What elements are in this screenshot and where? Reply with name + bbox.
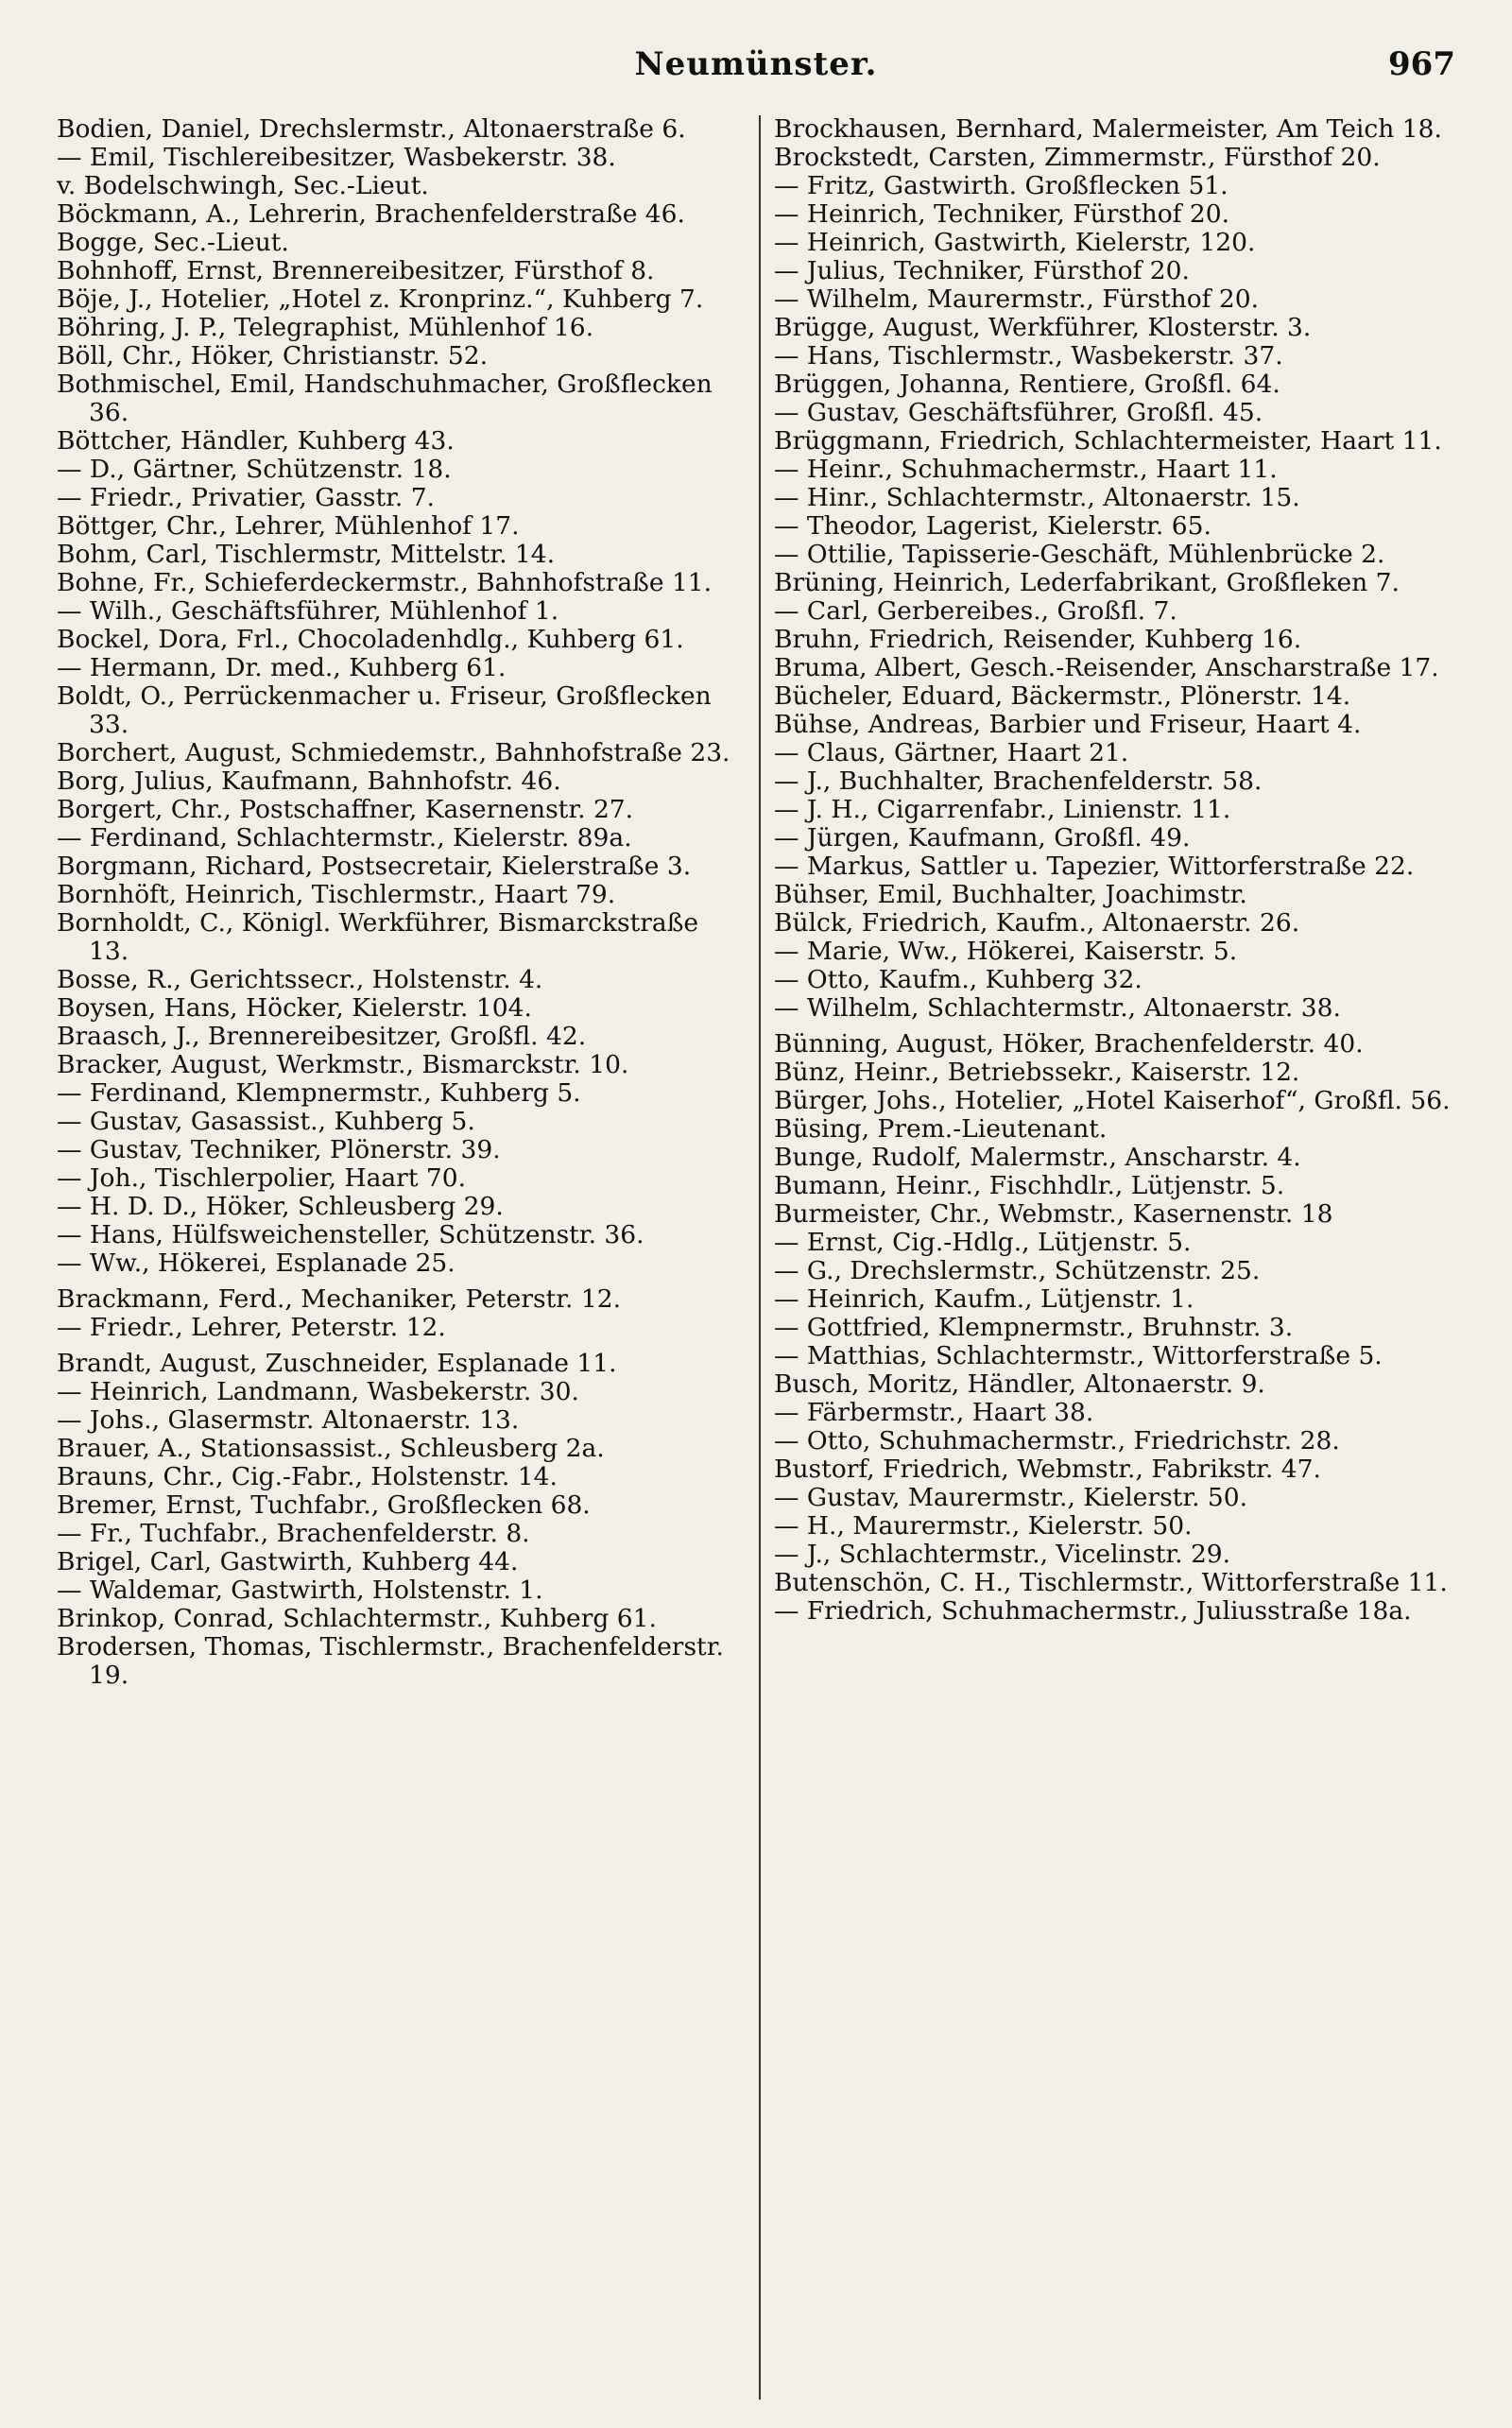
directory-entry: — Fr., Tuchfabr., Brachenfelderstr. 8.: [57, 1519, 530, 1548]
directory-entry: Böttger, Chr., Lehrer, Mühlenhof 17.: [57, 511, 520, 541]
directory-entry: — Waldemar, Gastwirth, Holstenstr. 1.: [57, 1576, 543, 1605]
directory-entry: Busch, Moritz, Händler, Altonaerstr. 9.: [774, 1369, 1265, 1399]
directory-entry: — Hans, Hülfsweichensteller, Schützenstr. 36.: [57, 1220, 644, 1249]
directory-entry: Böckmann, A., Lehrerin, Brachenfelderstraße 46.: [57, 199, 685, 229]
directory-entry: — Färbermstr., Haart 38.: [774, 1398, 1094, 1427]
directory-entry: — Gustav, Maurermstr., Kielerstr. 50.: [774, 1483, 1248, 1512]
directory-entry: — Friedr., Privatier, Gasstr. 7.: [57, 483, 435, 512]
directory-entry: — Ernst, Cig.-Hdlg., Lütjenstr. 5.: [774, 1228, 1192, 1257]
directory-entry: Bothmischel, Emil, Handschuhmacher, Großflecken 36.: [57, 370, 713, 427]
directory-entry: Bruhn, Friedrich, Reisender, Kuhberg 16.: [774, 625, 1302, 654]
directory-entry: — Heinrich, Gastwirth, Kielerstr, 120.: [774, 228, 1256, 257]
directory-entry: — Emil, Tischlereibesitzer, Wasbekerstr. 38.: [57, 143, 616, 172]
directory-entry: Bockel, Dora, Frl., Chocoladenhdlg., Kuhberg 61.: [57, 625, 684, 654]
directory-entry: Boldt, O., Perrückenmacher u. Friseur, Großflecken 33.: [57, 681, 712, 739]
directory-entry: — Wilh., Geschäftsführer, Mühlenhof 1.: [57, 596, 559, 626]
directory-entry: — Gustav, Geschäftsführer, Großfl. 45.: [774, 398, 1263, 427]
directory-entry: Bohm, Carl, Tischlermstr, Mittelstr. 14.: [57, 540, 556, 569]
directory-entry: Bühser, Emil, Buchhalter, Joachimstr.: [774, 880, 1247, 909]
directory-entry: Bogge, Sec.-Lieut.: [57, 228, 289, 257]
directory-entry: Borg, Julius, Kaufmann, Bahnhofstr. 46.: [57, 766, 561, 796]
directory-entry: — Hinr., Schlachtermstr., Altonaerstr. 15.: [774, 483, 1300, 512]
directory-entry: — Otto, Schuhmachermstr., Friedrichstr. 28.: [774, 1426, 1340, 1455]
directory-entry: — Hans, Tischlermstr., Wasbekerstr. 37.: [774, 341, 1283, 370]
directory-entry: Brüning, Heinrich, Lederfabrikant, Großfleken 7.: [774, 568, 1400, 597]
directory-entry: Brügge, August, Werkführer, Klosterstr. 3.: [774, 313, 1312, 342]
directory-entry: Bremer, Ernst, Tuchfabr., Großflecken 68.: [57, 1490, 591, 1520]
directory-entry: Bülck, Friedrich, Kaufm., Altonaerstr. 26.: [774, 908, 1300, 938]
directory-entry: Brodersen, Thomas, Tischlermstr., Brachenfelderstr. 19.: [57, 1632, 724, 1690]
directory-entry: Böhring, J. P., Telegraphist, Mühlenhof 16.: [57, 313, 594, 342]
directory-entry: Brauer, A., Stationsassist., Schleusberg 2a.: [57, 1434, 605, 1463]
directory-entry: — Heinrich, Techniker, Fürsthof 20.: [774, 199, 1230, 229]
directory-entry: — Gottfried, Klempnermstr., Bruhnstr. 3.: [774, 1313, 1294, 1342]
directory-entry: — Marie, Ww., Hökerei, Kaiserstr. 5.: [774, 937, 1238, 966]
directory-entry: Brackmann, Ferd., Mechaniker, Peterstr. 12.: [57, 1284, 622, 1314]
directory-entry: Bumann, Heinr., Fischhdlr., Lütjenstr. 5.: [774, 1171, 1285, 1200]
directory-entry: Büsing, Prem.-Lieutenant.: [774, 1114, 1108, 1144]
directory-entry: Brockstedt, Carsten, Zimmermstr., Fürsthof 20.: [774, 143, 1381, 172]
directory-entry: — Julius, Techniker, Fürsthof 20.: [774, 256, 1190, 285]
directory-entry: Bornholdt, C., Königl. Werkführer, Bismarckstraße 13.: [57, 908, 699, 966]
directory-entry: Bunge, Rudolf, Malermstr., Anscharstr. 4.: [774, 1143, 1301, 1172]
directory-entry: — Otto, Kaufm., Kuhberg 32.: [774, 965, 1143, 994]
directory-entry: — Ottilie, Tapisserie-Geschäft, Mühlenbrücke 2.: [774, 540, 1385, 569]
directory-entry: Brinkop, Conrad, Schlachtermstr., Kuhberg 61.: [57, 1604, 657, 1633]
directory-entry: Borchert, August, Schmiedemstr., Bahnhofstraße 23.: [57, 738, 730, 767]
directory-entry: — H. D. D., Höker, Schleusberg 29.: [57, 1192, 504, 1221]
directory-entry: Butenschön, C. H., Tischlermstr., Wittorferstraße 11.: [774, 1568, 1448, 1597]
directory-entry: — Heinr., Schuhmachermstr., Haart 11.: [774, 455, 1278, 484]
page-number: 967: [1388, 45, 1455, 83]
directory-entry: Borgmann, Richard, Postsecretair, Kielerstraße 3.: [57, 852, 692, 881]
directory-entry: Bühse, Andreas, Barbier und Friseur, Haart 4.: [774, 710, 1362, 739]
directory-entry: — G., Drechslermstr., Schützenstr. 25.: [774, 1256, 1261, 1285]
directory-entry: — Joh., Tischlerpolier, Haart 70.: [57, 1163, 467, 1193]
directory-entry: Brüggen, Johanna, Rentiere, Großfl. 64.: [774, 370, 1280, 399]
directory-entry: Bosse, R., Gerichtssecr., Holstenstr. 4.: [57, 965, 543, 994]
directory-entry: — Matthias, Schlachtermstr., Wittorferstraße 5.: [774, 1341, 1383, 1370]
directory-entry: Bürger, Johs., Hotelier, „Hotel Kaiserhof“, Großfl. 56.: [774, 1086, 1451, 1115]
directory-entry: — Claus, Gärtner, Haart 21.: [774, 738, 1129, 767]
directory-entry: — Johs., Glasermstr. Altonaerstr. 13.: [57, 1405, 520, 1435]
directory-entry: — Ww., Hökerei, Esplanade 25.: [57, 1248, 455, 1278]
directory-entry: — Carl, Gerbereibes., Großfl. 7.: [774, 596, 1177, 626]
directory-entry: Bünning, August, Höker, Brachenfelderstr. 40.: [774, 1029, 1364, 1059]
directory-entry: — Friedr., Lehrer, Peterstr. 12.: [57, 1313, 446, 1342]
directory-entry: — Friedrich, Schuhmachermstr., Juliusstraße 18a.: [774, 1596, 1412, 1626]
directory-entry: Böje, J., Hotelier, „Hotel z. Kronprinz.“, Kuhberg 7.: [57, 284, 704, 314]
directory-entry: Bohne, Fr., Schieferdeckermstr., Bahnhofstraße 11.: [57, 568, 713, 597]
directory-entry: Brüggmann, Friedrich, Schlachtermeister, Haart 11.: [774, 426, 1442, 456]
directory-columns: [57, 115, 1459, 2400]
directory-entry: Bohnhoff, Ernst, Brennereibesitzer, Fürsthof 8.: [57, 256, 655, 285]
directory-entry: Bornhöft, Heinrich, Tischlermstr., Haart 79.: [57, 880, 616, 909]
directory-entry: — J. H., Cigarrenfabr., Linienstr. 11.: [774, 795, 1231, 824]
directory-entry: Bücheler, Eduard, Bäckermstr., Plönerstr. 14.: [774, 681, 1351, 711]
page-header: [57, 45, 1455, 87]
directory-entry: — D., Gärtner, Schützenstr. 18.: [57, 455, 452, 484]
directory-entry: Bruma, Albert, Gesch.-Reisender, Anscharstraße 17.: [774, 653, 1439, 682]
directory-entry: Bünz, Heinr., Betriebssekr., Kaiserstr. 12.: [774, 1058, 1300, 1087]
directory-entry: Böttcher, Händler, Kuhberg 43.: [57, 426, 455, 456]
directory-entry: — Markus, Sattler u. Tapezier, Wittorferstraße 22.: [774, 852, 1415, 881]
directory-entry: Brandt, August, Zuschneider, Esplanade 11.: [57, 1349, 617, 1378]
directory-entry: Bodien, Daniel, Drechslermstr., Altonaerstraße 6.: [57, 115, 686, 144]
directory-entry: — Gustav, Gasassist., Kuhberg 5.: [57, 1107, 475, 1136]
directory-entry: Bustorf, Friedrich, Webmstr., Fabrikstr. 47.: [774, 1455, 1321, 1484]
directory-entry: — Gustav, Techniker, Plönerstr. 39.: [57, 1135, 501, 1164]
directory-entry: — J., Buchhalter, Brachenfelderstr. 58.: [774, 766, 1263, 796]
directory-entry: — Theodor, Lagerist, Kielerstr. 65.: [774, 511, 1211, 541]
directory-entry: Brockhausen, Bernhard, Malermeister, Am Teich 18.: [774, 115, 1442, 144]
directory-entry: Brauns, Chr., Cig.-Fabr., Holstenstr. 14.: [57, 1462, 558, 1491]
left-column: [57, 115, 759, 2400]
directory-entry: — Heinrich, Landmann, Wasbekerstr. 30.: [57, 1377, 579, 1406]
directory-entry: Boysen, Hans, Höcker, Kielerstr. 104.: [57, 993, 532, 1023]
directory-entry: — Wilhelm, Schlachtermstr., Altonaerstr. 38.: [774, 993, 1341, 1023]
directory-entry: — Ferdinand, Klempnermstr., Kuhberg 5.: [57, 1078, 581, 1108]
directory-entry: — J., Schlachtermstr., Vicelinstr. 29.: [774, 1540, 1231, 1569]
directory-entry: Burmeister, Chr., Webmstr., Kasernenstr. 18: [774, 1199, 1333, 1229]
directory-entry: Brigel, Carl, Gastwirth, Kuhberg 44.: [57, 1547, 519, 1576]
directory-entry: — Ferdinand, Schlachtermstr., Kielerstr. 89a.: [57, 823, 632, 852]
directory-entry: — H., Maurermstr., Kielerstr. 50.: [774, 1511, 1193, 1541]
directory-entry: — Wilhelm, Maurermstr., Fürsthof 20.: [774, 284, 1260, 314]
directory-entry: Borgert, Chr., Postschaffner, Kasernenstr. 27.: [57, 795, 634, 824]
directory-entry: — Jürgen, Kaufmann, Großfl. 49.: [774, 823, 1191, 852]
directory-entry: Böll, Chr., Höker, Christianstr. 52.: [57, 341, 489, 370]
page-title: Neumünster.: [634, 45, 878, 83]
directory-entry: — Heinrich, Kaufm., Lütjenstr. 1.: [774, 1284, 1194, 1314]
right-column: [759, 115, 1459, 2400]
directory-entry: — Fritz, Gastwirth. Großflecken 51.: [774, 171, 1228, 200]
directory-entry: Braasch, J., Brennereibesitzer, Großfl. 42.: [57, 1022, 587, 1051]
directory-entry: Bracker, August, Werkmstr., Bismarckstr. 10.: [57, 1050, 629, 1079]
directory-entry: v. Bodelschwingh, Sec.-Lieut.: [57, 171, 429, 200]
directory-entry: — Hermann, Dr. med., Kuhberg 61.: [57, 653, 507, 682]
